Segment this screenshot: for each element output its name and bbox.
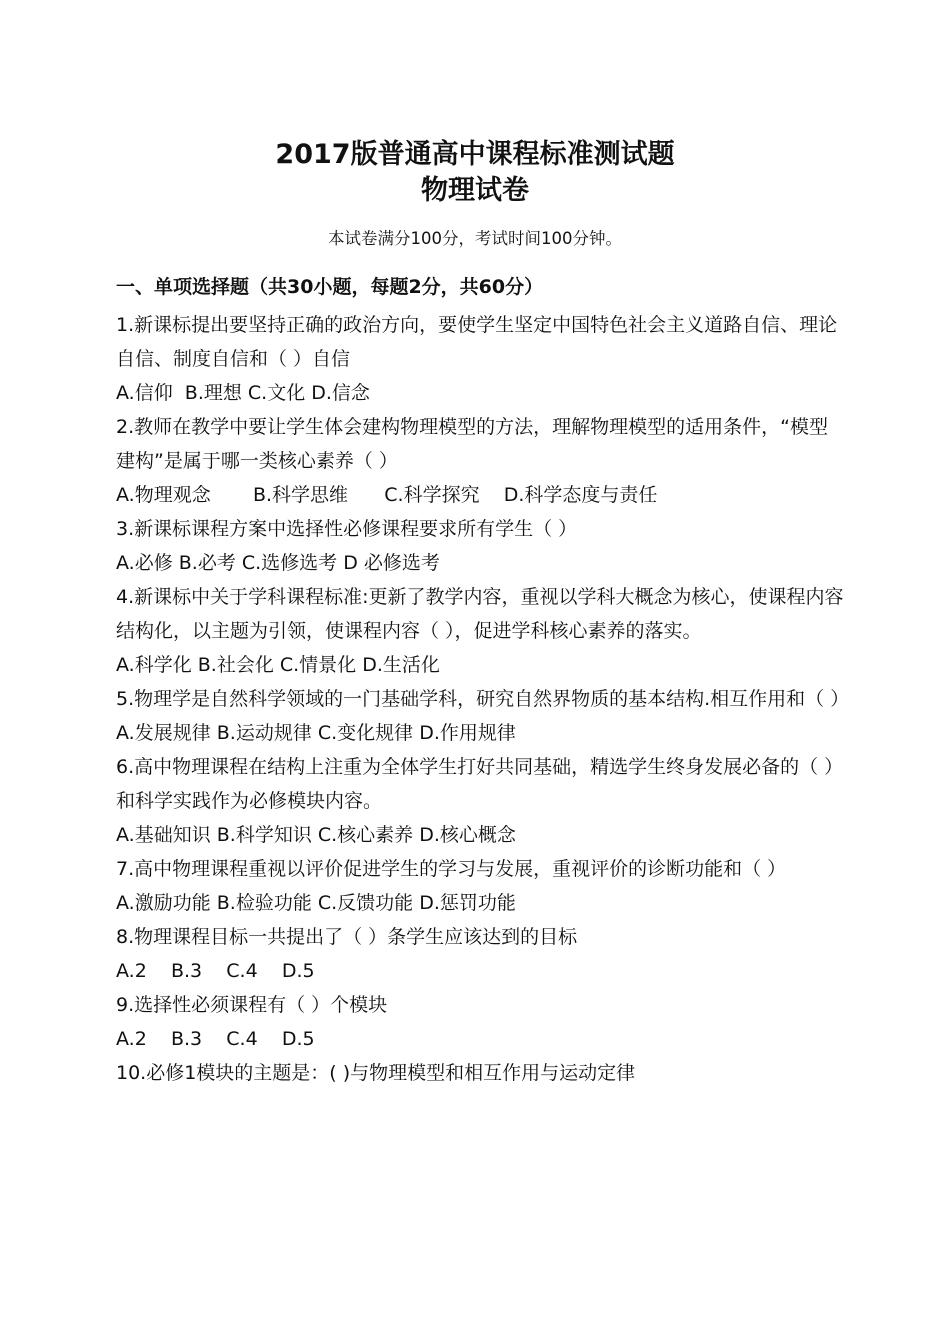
question-options: A.2 B.3 C.4 D.5 — [116, 1028, 315, 1050]
question-stem: 8.物理课程目标一共提出了（ ）条学生应该达到的目标 — [116, 926, 578, 948]
question-stem: 6.高中物理课程在结构上注重为全体学生打好共同基础，精选学生终身发展必备的（ ）和科学实践作为必修模块内容。 — [116, 756, 844, 812]
question-item — [116, 682, 850, 750]
question-options: A.激励功能 B.检验功能 C.反馈功能 D.惩罚功能 — [116, 892, 516, 914]
question-stem: 4.新课标中关于学科课程标准:更新了教学内容，重视以学科大概念为核心，使课程内容结构化，以主题为引领，使课程内容（ ），促进学科核心素养的落实。 — [116, 586, 844, 642]
question-options: A.信仰 B.理想 C.文化 D.信念 — [116, 382, 370, 404]
question-options: A.2 B.3 C.4 D.5 — [116, 960, 315, 982]
question-options: A.科学化 B.社会化 C.情景化 D.生活化 — [116, 654, 440, 676]
question-stem: 9.选择性必须课程有（ ）个模块 — [116, 994, 388, 1016]
section-heading: 一、单项选择题（共30小题，每题2分，共60分） — [116, 276, 544, 298]
question-item — [116, 1056, 846, 1090]
question-options: A.发展规律 B.运动规律 C.变化规律 D.作用规律 — [116, 722, 516, 744]
question-list — [116, 308, 850, 1090]
question-stem: 5.物理学是自然科学领域的一门基础学科，研究自然界物质的基本结构.相互作用和（ ） — [116, 688, 850, 710]
question-options: A.基础知识 B.科学知识 C.核心素养 D.核心概念 — [116, 824, 516, 846]
question-item — [116, 512, 846, 580]
question-item — [116, 750, 846, 852]
question-stem: 2.教师在教学中要让学生体会建构物理模型的方法，理解物理模型的适用条件，“模型建构”是属于哪一类核心素养（ ） — [116, 416, 828, 472]
question-item — [116, 308, 846, 410]
exam-note: 本试卷满分100分，考试时间100分钟。 — [328, 229, 622, 248]
question-item — [116, 852, 846, 920]
question-item — [116, 580, 846, 682]
question-item — [116, 920, 846, 988]
exam-title: 2017版普通高中课程标准测试题 — [275, 139, 675, 170]
question-item — [116, 988, 846, 1056]
question-stem: 7.高中物理课程重视以评价促进学生的学习与发展，重视评价的诊断功能和（ ） — [116, 858, 787, 880]
question-stem: 10.必修1模块的主题是：( )与物理模型和相互作用与运动定律 — [116, 1062, 636, 1084]
question-stem: 3.新课标课程方案中选择性必修课程要求所有学生（ ） — [116, 518, 578, 540]
question-options: A.必修 B.必考 C.选修选考 D 必修选考 — [116, 552, 440, 574]
exam-subject: 物理试卷 — [421, 175, 529, 206]
question-item — [116, 410, 846, 512]
question-options: A.物理观念 B.科学思维 C.科学探究 D.科学态度与责任 — [116, 484, 658, 506]
question-stem: 1.新课标提出要坚持正确的政治方向，要使学生坚定中国特色社会主义道路自信、理论自信、制度自信和（ ）自信 — [116, 314, 838, 370]
